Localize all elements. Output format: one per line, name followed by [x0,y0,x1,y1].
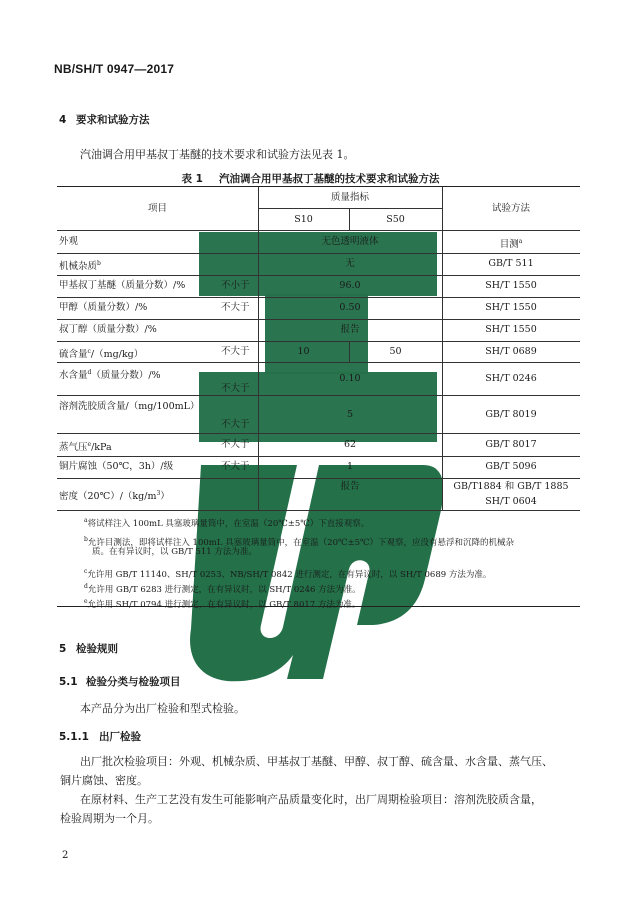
row-appearance-name: 外观 [59,236,79,247]
footnote-d: $^d$允许用 GB/T 6283 进行测定，在有异议时，以 SH/T 0246 方法为准。 [84,583,361,595]
row-methanol-method: SH/T 1550 [485,302,537,313]
header-s10: S10 [294,214,313,225]
footnote-e: $^e$允许用 SH/T 0794 进行测定，在有异议时，以 GB/T 8017 方法为准。 [84,598,361,610]
section-5-1-1-para-2: 在原材料、生产工艺没有发生可能影响产品质量变化时，出厂周期检验项目：溶剂洗胶质含量， [80,793,542,806]
row-density-name: 密度$(20℃)/(kg/m^3)$ [59,490,170,503]
row-gum-name: 溶剂洗胶质含量/（mg/100mL） [59,401,200,412]
table-number: 表 1 [181,173,203,185]
row-mtbe-method: SH/T 1550 [485,280,537,291]
row-density-value: 报告 [340,481,360,492]
row-mtbe-condition: 不小于 [221,280,250,291]
row-water-name: 水含量$^d$（质量分数）/% [59,369,161,382]
row-gum-condition: 不大于 [221,419,250,430]
header-method: 试验方法 [491,203,530,214]
table-caption [0,171,621,186]
footnote-b: $^b$允许目测法，即将试样注入 100mL 具塞玻璃量筒中，在室温（20℃±5℃）下观察，应没有悬浮和沉降的机械杂 [84,536,515,548]
row-vapor-method: GB/T 8017 [485,439,537,450]
row-vapor-condition: 不大于 [221,439,250,450]
row-vapor-value: 62 [343,439,357,450]
row-mtbe-name: 甲基叔丁基醚（质量分数）/% [59,280,186,291]
row-methanol-name: 甲醇（质量分数）/% [59,302,148,313]
header-s50: S50 [386,214,405,225]
row-water-value: 0.10 [339,373,361,384]
row-copper-value: 1 [346,461,354,472]
row-impurities-method: GB/T 511 [488,258,534,269]
row-sulfur-s10: 10 [297,346,310,357]
row-sulfur-method: SH/T 0689 [485,346,537,357]
row-tba-value: 报告 [340,324,360,335]
row-impurities-value: 无 [345,258,355,269]
section-5-1-1-para-1-cont: 铜片腐蚀、密度。 [60,774,148,787]
row-methanol-condition: 不大于 [221,302,250,313]
row-tba-method: SH/T 1550 [485,324,537,335]
row-copper-method: GB/T 5096 [485,461,537,472]
row-methanol-value: 0.50 [339,302,361,313]
section-number: 4 [59,114,67,126]
footnote-b-continued: 质。在有异议时，以 GB/T 511 方法为准。 [92,547,257,557]
table-title: 汽油调合用甲基叔丁基醚的技术要求和试验方法 [218,173,440,185]
row-water-method: SH/T 0246 [485,373,537,384]
row-density-method: GB/T1884 和 GB/T 1885 [453,481,569,492]
row-sulfur-s50: 50 [389,346,402,357]
row-water-condition: 不大于 [221,383,250,394]
row-appearance-method: 目测$^a$ [499,238,523,251]
row-impurities-name: 机械杂质$^b$ [59,260,101,273]
row-tba-name: 叔丁醇（质量分数）/% [59,324,157,335]
section-5-1-1-heading: 5.1.1 出厂检验 [59,731,141,743]
row-copper-condition: 不大于 [221,461,250,472]
row-mtbe-value: 96.0 [339,280,361,291]
row-copper-name: 铜片腐蚀（50℃，3h）/级 [59,461,174,472]
footnote-a: $^a$将试样注入 100mL 具塞玻璃量筒中，在室温（20℃±5℃）下直接观察。 [84,517,370,529]
section-title: 要求和试验方法 [76,114,150,126]
section-5-heading: 5 检验规则 [59,643,118,655]
row-sulfur-name: 硫含量$^c$/（mg/kg） [59,348,144,361]
section-4-heading [59,112,150,127]
footnote-c: $^c$允许用 GB/T 11140、SH/T 0253、NB/SH/T 0842 进行测定，在有异议时，以 SH/T 0689 方法为准。 [84,568,492,580]
row-gum-method: GB/T 8019 [485,409,537,420]
section-5-1-1-para-2-cont: 检验周期为一个月。 [60,812,159,825]
row-sulfur-condition: 不大于 [221,346,250,357]
section-5-1-1-para-1: 出厂批次检验项目：外观、机械杂质、甲基叔丁基醚、甲醇、叔丁醇、硫含量、水含量、蒸气压、 [80,755,553,768]
section-4-paragraph: 汽油调合用甲基叔丁基醚的技术要求和试验方法见表 1。 [80,148,355,161]
standard-code: NB/SH/T 0947—2017 [54,62,175,76]
header-item: 项目 [147,203,167,214]
page-number: 2 [62,850,69,861]
header-quality: 质量指标 [330,192,369,203]
section-5-1-heading: 5.1 检验分类与检验项目 [59,676,181,688]
row-density-method-2: SH/T 0604 [485,496,537,507]
section-5-1-paragraph: 本产品分为出厂检验和型式检验。 [80,702,245,715]
row-gum-value: 5 [346,409,354,420]
row-vapor-name: 蒸气压$^e$/kPa [59,441,112,454]
row-appearance-value: 无色透明液体 [321,236,379,247]
